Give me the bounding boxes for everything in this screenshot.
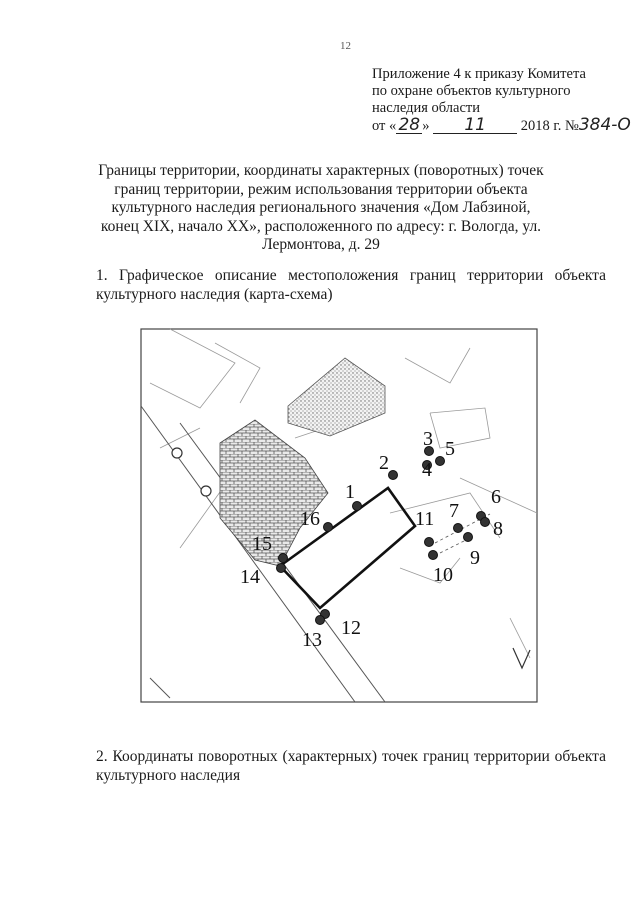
point-6-label: 6 [491, 486, 501, 508]
point-8-label: 8 [493, 518, 503, 540]
order-number: 384-О [578, 115, 631, 135]
point-3-label: 3 [423, 428, 433, 450]
map-scheme [140, 328, 538, 703]
appendix-line-3: наследия области [372, 100, 481, 116]
appendix-line-2: по охране объектов культурного [372, 83, 571, 99]
section-2-heading: 2. Координаты поворотных (характерных) точек границ территории объекта культурного наследия [96, 748, 606, 784]
point-11-label: 11 [415, 508, 435, 530]
section-1-heading: 1. Графическое описание местоположения границ территории объекта культурного наследия (карта-схема) [96, 267, 606, 303]
map-svg [140, 328, 538, 703]
date-day: 28 [396, 118, 422, 134]
point-13-label: 13 [302, 629, 322, 651]
point-7-label: 7 [449, 500, 459, 522]
point-16-label: 16 [300, 508, 320, 530]
point-11-marker [425, 538, 434, 547]
appendix-date-line [372, 117, 632, 135]
point-15-label: 15 [252, 533, 272, 555]
point-14-label: 14 [240, 566, 260, 588]
point-4-label: 4 [422, 459, 432, 481]
point-5-marker [436, 457, 445, 466]
date-prefix: от « [372, 118, 397, 134]
point-1-label: 1 [345, 481, 355, 503]
point-16-marker [324, 523, 333, 532]
point-2-label: 2 [379, 452, 389, 474]
street-marker-1 [172, 448, 182, 458]
point-14-marker [277, 564, 286, 573]
point-2-marker [389, 471, 398, 480]
point-9-marker [464, 533, 473, 542]
document-title: Границы территории, координаты характерных (поворотных) точек границ территории, режим использования территории объекта культурного наследия регионального значения «Дом Лабзиной, конец XIX, начало XX», расположенного по адресу: г. Вологда, ул. Лермонтова, д. 29 [98, 162, 544, 253]
point-10-label: 10 [433, 564, 453, 586]
appendix-line-1: Приложение 4 к приказу Комитета [372, 66, 586, 82]
point-8-marker [481, 518, 490, 527]
date-year: 2018 г. № [520, 118, 579, 134]
appendix-header [372, 66, 632, 135]
date-mid: » [422, 118, 430, 134]
point-15-marker [279, 554, 288, 563]
street-marker-2 [201, 486, 211, 496]
point-9-label: 9 [470, 547, 480, 569]
point-7-marker [454, 524, 463, 533]
point-13-marker [316, 616, 325, 625]
point-10-marker [429, 551, 438, 560]
point-12-label: 12 [341, 617, 361, 639]
point-5-label: 5 [445, 438, 455, 460]
page-number: 12 [340, 40, 351, 52]
date-month: 11 [433, 118, 517, 134]
